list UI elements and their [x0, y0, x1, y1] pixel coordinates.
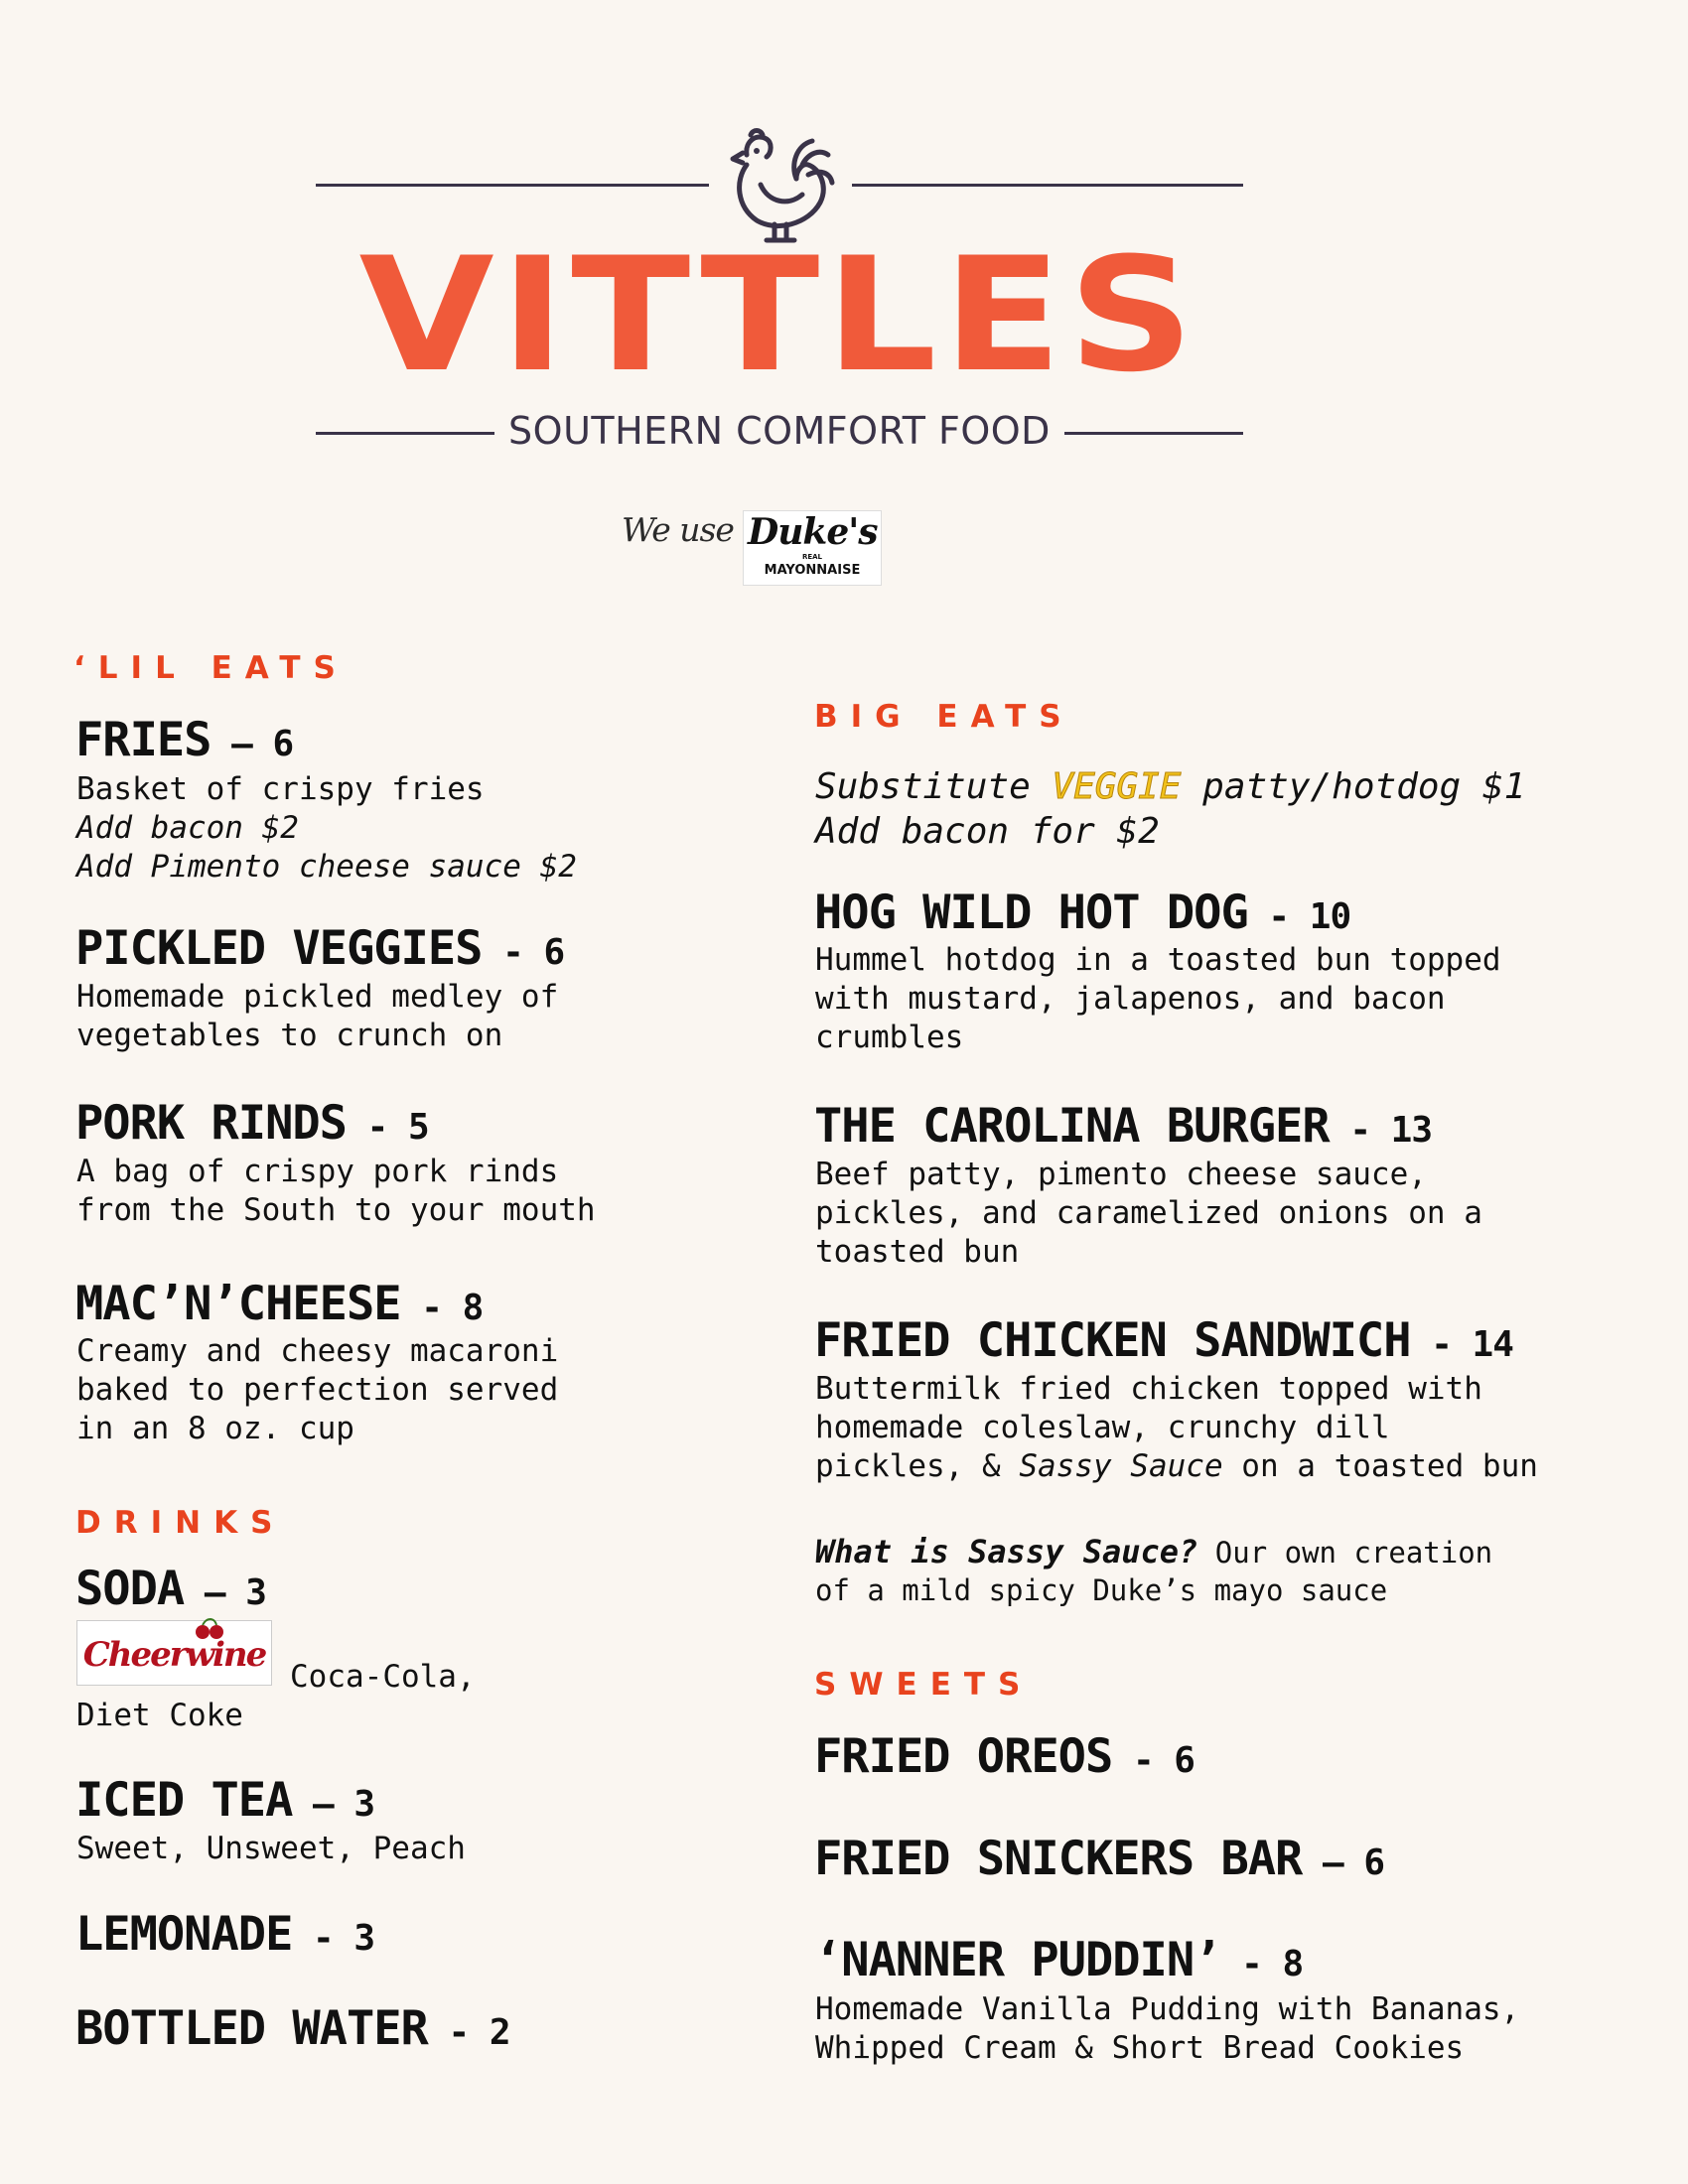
menu-item-mac-n-cheese — [75, 1277, 483, 1336]
menu-item-lemonade — [75, 1907, 374, 1967]
desc-line: Beef patty, pimento cheese sauce, — [815, 1157, 1427, 1192]
item-price: - 8 — [400, 1288, 484, 1328]
substitute-note — [815, 764, 1525, 809]
menu-item-soda — [75, 1562, 266, 1621]
desc-line: of a mild spicy Duke’s mayo sauce — [815, 1573, 1388, 1607]
menu-item-fried-chicken-sandwich — [814, 1313, 1513, 1373]
desc-line: in an 8 oz. cup — [76, 1411, 354, 1446]
item-description — [76, 770, 577, 887]
item-name: MAC’N’CHEESE — [75, 1277, 401, 1331]
section-big-eats: BIG EATS — [814, 699, 1074, 735]
desc-line — [815, 1533, 1492, 1571]
item-description — [76, 1830, 466, 1868]
item-name: THE CAROLINA BURGER — [814, 1099, 1330, 1154]
desc-line: Sweet, Unsweet, Peach — [76, 1831, 466, 1866]
desc-line: Diet Coke — [76, 1698, 243, 1733]
desc-line: Whipped Cream & Short Bread Cookies — [815, 2030, 1465, 2066]
item-name: ‘NANNER PUDDIN’ — [814, 1933, 1221, 1987]
item-name: FRIED SNICKERS BAR — [814, 1832, 1303, 1886]
item-price: – 6 — [211, 724, 294, 764]
item-price: - 5 — [346, 1107, 429, 1148]
veggie-highlight: VEGGIE — [1052, 766, 1182, 807]
item-name: FRIED OREOS — [814, 1729, 1113, 1784]
menu-item-bottled-water — [75, 2001, 510, 2061]
desc-line: baked to perfection served — [76, 1372, 559, 1408]
item-name: BOTTLED WATER — [75, 2001, 428, 2056]
dukes-logo-text: Duke's — [748, 511, 878, 553]
item-price: - 8 — [1220, 1944, 1304, 1984]
desc-line: with mustard, jalapenos, and bacon — [815, 981, 1446, 1017]
desc-line — [815, 1447, 1538, 1486]
item-price: - 13 — [1329, 1110, 1433, 1151]
desc-line: homemade coleslaw, crunchy dill — [815, 1410, 1390, 1445]
cheerwine-logo — [76, 1620, 272, 1686]
desc-line: Basket of crispy fries — [76, 771, 485, 807]
desc-line: Homemade pickled medley of — [76, 979, 559, 1015]
item-price: – 6 — [1302, 1843, 1385, 1883]
logo-rule-right — [852, 184, 1243, 187]
desc-line: toasted bun — [815, 1234, 1020, 1270]
menu-item-nanner-puddin — [814, 1933, 1303, 1992]
tagline: SOUTHERN COMFORT FOOD — [508, 409, 1051, 453]
item-name: SODA — [75, 1562, 185, 1616]
sassy-sauce-note — [815, 1533, 1492, 1609]
desc-line: Coca-Cola, — [290, 1659, 476, 1695]
item-price: – 3 — [184, 1572, 266, 1613]
item-price: - 6 — [482, 932, 565, 973]
brand-title: VITTLES — [358, 223, 1200, 407]
item-price: - 2 — [427, 2012, 510, 2053]
item-name: FRIES — [75, 713, 211, 767]
item-name: PORK RINDS — [75, 1096, 347, 1151]
desc-text: on a toasted bun — [1222, 1448, 1538, 1484]
item-description — [815, 1990, 1519, 2068]
menu-item-fries — [75, 713, 293, 772]
item-price: - 10 — [1247, 896, 1351, 937]
add-bacon-note: Add bacon for $2 — [815, 811, 1160, 852]
item-name: ICED TEA — [75, 1773, 293, 1828]
item-description — [290, 1658, 476, 1697]
item-description — [76, 978, 558, 1055]
desc-line: A bag of crispy pork rinds — [76, 1154, 559, 1189]
item-name: FRIED CHICKEN SANDWICH — [814, 1313, 1411, 1368]
item-name: HOG WILD HOT DOG — [814, 886, 1248, 940]
desc-line: Buttermilk fried chicken topped with — [815, 1371, 1482, 1407]
item-description — [815, 1156, 1482, 1272]
desc-line: crumbles — [815, 1020, 964, 1055]
dukes-mayonnaise-logo — [743, 510, 882, 586]
sassy-sauce-text: Sassy Sauce — [1019, 1448, 1223, 1484]
item-description — [815, 941, 1501, 1057]
menu-item-pickled-veggies — [75, 921, 564, 981]
item-price: - 14 — [1410, 1324, 1513, 1365]
desc-line: pickles, and caramelized onions on a — [815, 1195, 1482, 1231]
desc-line: vegetables to crunch on — [76, 1018, 503, 1053]
desc-text: pickles, & — [815, 1448, 1020, 1484]
item-description — [76, 1332, 558, 1448]
item-price: - 3 — [292, 1918, 375, 1959]
logo-rule-left — [316, 184, 709, 187]
item-description — [815, 1370, 1538, 1486]
item-name: LEMONADE — [75, 1907, 293, 1962]
menu-item-pork-rinds — [75, 1096, 429, 1156]
menu-item-carolina-burger — [814, 1099, 1432, 1159]
sassy-answer: Our own creation — [1197, 1536, 1493, 1570]
note-text: patty/hotdog $1 — [1181, 766, 1526, 807]
item-description — [76, 1697, 243, 1735]
we-use-text: We use — [622, 510, 734, 549]
desc-line: Hummel hotdog in a toasted bun topped — [815, 942, 1501, 978]
section-drinks: DRINKS — [75, 1505, 286, 1541]
desc-line: Creamy and cheesy macaroni — [76, 1333, 559, 1369]
menu-item-hog-wild-hot-dog — [814, 886, 1350, 945]
dukes-mayo-text: MAYONNAISE — [764, 563, 861, 578]
menu-item-iced-tea — [75, 1773, 374, 1833]
item-description — [76, 1153, 596, 1230]
section-lil-eats: ‘LIL EATS — [73, 650, 349, 686]
tagline-rule-right — [1064, 432, 1243, 435]
sassy-question: What is Sassy Sauce? — [815, 1533, 1198, 1570]
note-text: Substitute — [815, 766, 1053, 807]
desc-line: Homemade Vanilla Pudding with Bananas, — [815, 1991, 1520, 2027]
item-price: – 3 — [292, 1784, 375, 1825]
desc-line: from the South to your mouth — [76, 1192, 596, 1228]
desc-line: Add bacon $2 — [76, 810, 299, 846]
item-name: PICKLED VEGGIES — [75, 921, 483, 976]
menu-item-fried-snickers-bar — [814, 1832, 1384, 1891]
item-price: - 6 — [1112, 1740, 1195, 1781]
dukes-real-text: REAL — [801, 553, 823, 561]
section-sweets: SWEETS — [814, 1667, 1034, 1703]
cheerwine-logo-text: Cheerwine — [82, 1635, 266, 1675]
tagline-rule-left — [316, 432, 494, 435]
menu-item-fried-oreos — [814, 1729, 1195, 1789]
desc-line: Add Pimento cheese sauce $2 — [76, 849, 577, 885]
